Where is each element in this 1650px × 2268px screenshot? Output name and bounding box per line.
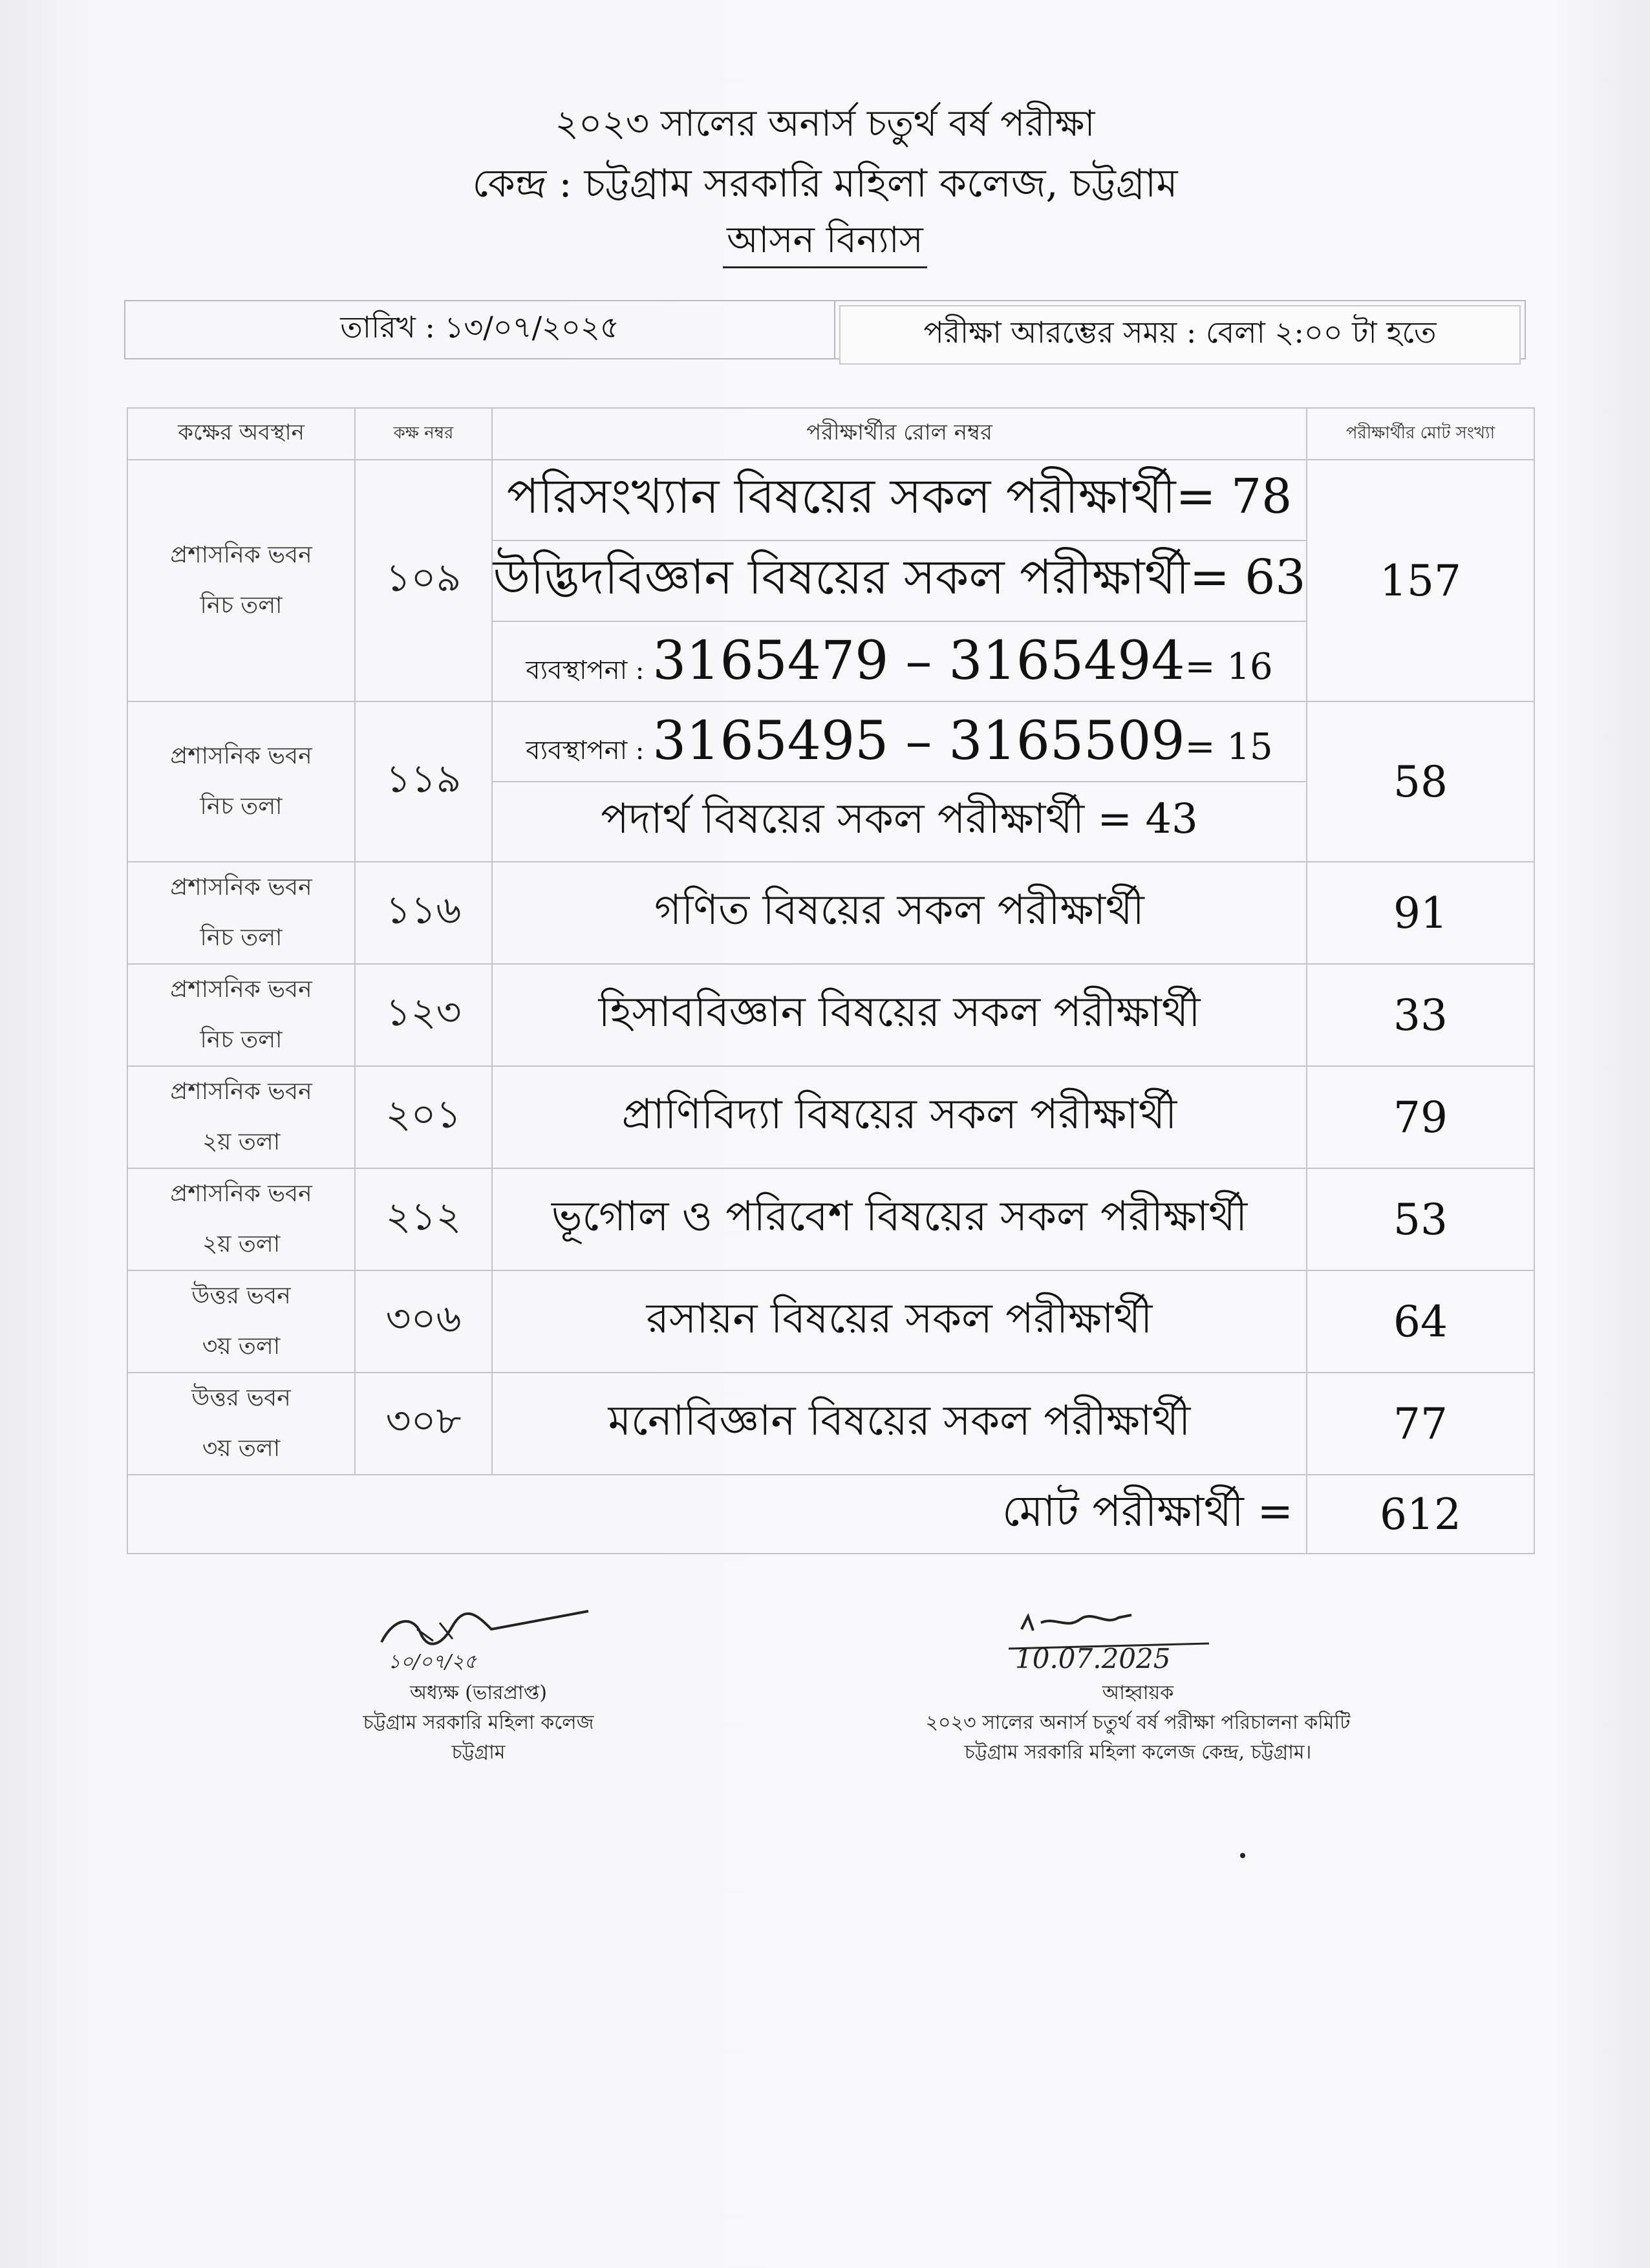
roll-entry: রসায়ন বিষয়ের সকল পরীক্ষার্থী: [492, 1270, 1307, 1373]
building-name: প্রশাসনিক ভবন: [170, 1078, 312, 1105]
building-name: প্রশাসনিক ভবন: [170, 976, 312, 1003]
convener-signature-date: 10.07.2025: [1015, 1643, 1171, 1674]
room-number: ৩০৮: [355, 1373, 492, 1475]
room-location: [127, 964, 355, 1066]
floor-name: নিচ তলা: [200, 793, 283, 820]
table-row: [127, 964, 1534, 1066]
table-row: [127, 701, 1534, 782]
total-examinees: 53: [1307, 1168, 1534, 1270]
principal-college: চট্টগ্রাম সরকারি মহিলা কলেজ: [363, 1711, 594, 1734]
seat-plan-title: আসন বিন্যাস: [723, 219, 927, 268]
roll-entry: উদ্ভিদবিজ্ঞান বিষয়ের সকল পরীক্ষার্থী= 63: [492, 540, 1307, 621]
roll-range: 3165495 – 3165509: [652, 710, 1185, 772]
roll-entry: ভূগোল ও পরিবেশ বিষয়ের সকল পরীক্ষার্থী: [492, 1168, 1307, 1270]
table-row: [127, 1168, 1534, 1270]
convener-title: আহ্বায়ক: [1102, 1682, 1174, 1704]
roll-range-entry: [492, 621, 1307, 701]
floor-name: ৩য় তলা: [202, 1435, 281, 1462]
floor-name: ২য় তলা: [202, 1129, 281, 1155]
roll-entry: পদার্থ বিষয়ের সকল পরীক্ষার্থী = 43: [492, 782, 1307, 862]
header-room-location: কক্ষের অবস্থান: [127, 408, 355, 460]
convener-committee: ২০২৩ সালের অনার্স চতুর্থ বর্ষ পরীক্ষা পরিচালনা কমিটি: [925, 1711, 1351, 1734]
exam-center: কেন্দ্র : চট্টগ্রাম সরকারি মহিলা কলেজ, চট্টগ্রাম: [472, 161, 1178, 206]
total-examinees: 91: [1307, 862, 1534, 964]
total-examinees: 77: [1307, 1373, 1534, 1475]
department-label: ব্যবস্থাপনা :: [526, 655, 645, 685]
exam-title: ২০২৩ সালের অনার্স চতুর্থ বর্ষ পরীক্ষা: [555, 103, 1095, 145]
total-row: [127, 1475, 1534, 1554]
exam-date: তারিখ : ১৩/০৭/২০২৫: [125, 301, 835, 358]
room-number: ১১৯: [355, 701, 492, 862]
principal-signature: [356, 1603, 601, 1674]
room-number: ১০৯: [355, 460, 492, 701]
roll-range: 3165479 – 3165494: [652, 630, 1185, 692]
roll-entry: হিসাববিজ্ঞান বিষয়ের সকল পরীক্ষার্থী: [492, 964, 1307, 1066]
seat-plan-table: [127, 407, 1535, 1554]
room-number: ১১৬: [355, 862, 492, 964]
total-examinees: 58: [1307, 701, 1534, 862]
room-location: [127, 1270, 355, 1373]
roll-range-entry: [492, 701, 1307, 782]
room-number: ২১২: [355, 1168, 492, 1270]
principal-signature-date: ১০/০৭/২৫: [388, 1651, 477, 1673]
total-examinees: 79: [1307, 1066, 1534, 1168]
building-name: প্রশাসনিক ভবন: [170, 743, 312, 769]
seat-plan-heading: [0, 212, 1650, 273]
roll-entry: পরিসংখ্যান বিষয়ের সকল পরীক্ষার্থী= 78: [492, 460, 1307, 540]
date-time-bar: [124, 300, 1526, 359]
header-room-number: কক্ষ নম্বর: [355, 408, 492, 460]
building-name: উত্তর ভবন: [191, 1385, 291, 1411]
principal-title: অধ্যক্ষ (ভারপ্রাপ্ত): [409, 1682, 548, 1704]
roll-entry: প্রাণিবিদ্যা বিষয়ের সকল পরীক্ষার্থী: [492, 1066, 1307, 1168]
convener-signature-block: [853, 1603, 1422, 1768]
header-total-examinees: পরীক্ষার্থীর মোট সংখ্যা: [1307, 408, 1534, 460]
room-location: [127, 701, 355, 862]
floor-name: ৩য় তলা: [202, 1333, 281, 1360]
room-number: ৩০৬: [355, 1270, 492, 1373]
table-row: [127, 460, 1534, 540]
table-header-row: [127, 408, 1534, 460]
room-location: [127, 460, 355, 701]
roll-count: = 16: [1184, 645, 1273, 688]
table-row: [127, 1270, 1534, 1373]
roll-entry: মনোবিজ্ঞান বিষয়ের সকল পরীক্ষার্থী: [492, 1373, 1307, 1475]
room-number: ১২৩: [355, 964, 492, 1066]
floor-name: নিচ তলা: [200, 592, 283, 619]
convener-signature: [996, 1603, 1280, 1674]
room-location: [127, 1373, 355, 1475]
floor-name: নিচ তলা: [200, 925, 283, 951]
floor-name: ২য় তলা: [202, 1231, 281, 1257]
table-row: [127, 1066, 1534, 1168]
table-row: [127, 1373, 1534, 1475]
room-location: [127, 1168, 355, 1270]
ink-dot: [1240, 1853, 1245, 1858]
convener-center: চট্টগ্রাম সরকারি মহিলা কলেজ কেন্দ্র, চট্টগ্রাম।: [964, 1741, 1312, 1764]
roll-count: = 15: [1184, 725, 1273, 768]
roll-entry: গণিত বিষয়ের সকল পরীক্ষার্থী: [492, 862, 1307, 964]
header-roll-numbers: পরীক্ষার্থীর রোল নম্বর: [492, 408, 1307, 460]
department-label: ব্যবস্থাপনা :: [526, 735, 645, 765]
room-number: ২০১: [355, 1066, 492, 1168]
table-row: [127, 862, 1534, 964]
building-name: প্রশাসনিক ভবন: [170, 542, 312, 568]
total-examinees: 64: [1307, 1270, 1534, 1373]
total-examinees: 157: [1307, 460, 1534, 701]
building-name: প্রশাসনিক ভবন: [170, 874, 312, 901]
grand-total-value: 612: [1307, 1475, 1534, 1554]
floor-name: নিচ তলা: [200, 1027, 283, 1053]
building-name: প্রশাসনিক ভবন: [170, 1181, 312, 1207]
principal-city: চট্টগ্রাম: [451, 1741, 506, 1764]
room-location: [127, 862, 355, 964]
room-location: [127, 1066, 355, 1168]
principal-signature-block: [272, 1603, 685, 1768]
grand-total-label: মোট পরীক্ষার্থী =: [127, 1475, 1307, 1554]
building-name: উত্তর ভবন: [191, 1283, 291, 1309]
total-examinees: 33: [1307, 964, 1534, 1066]
exam-start-time: পরীক্ষা আরম্ভের সময় : বেলা ২:০০ টা হতে: [839, 305, 1521, 365]
